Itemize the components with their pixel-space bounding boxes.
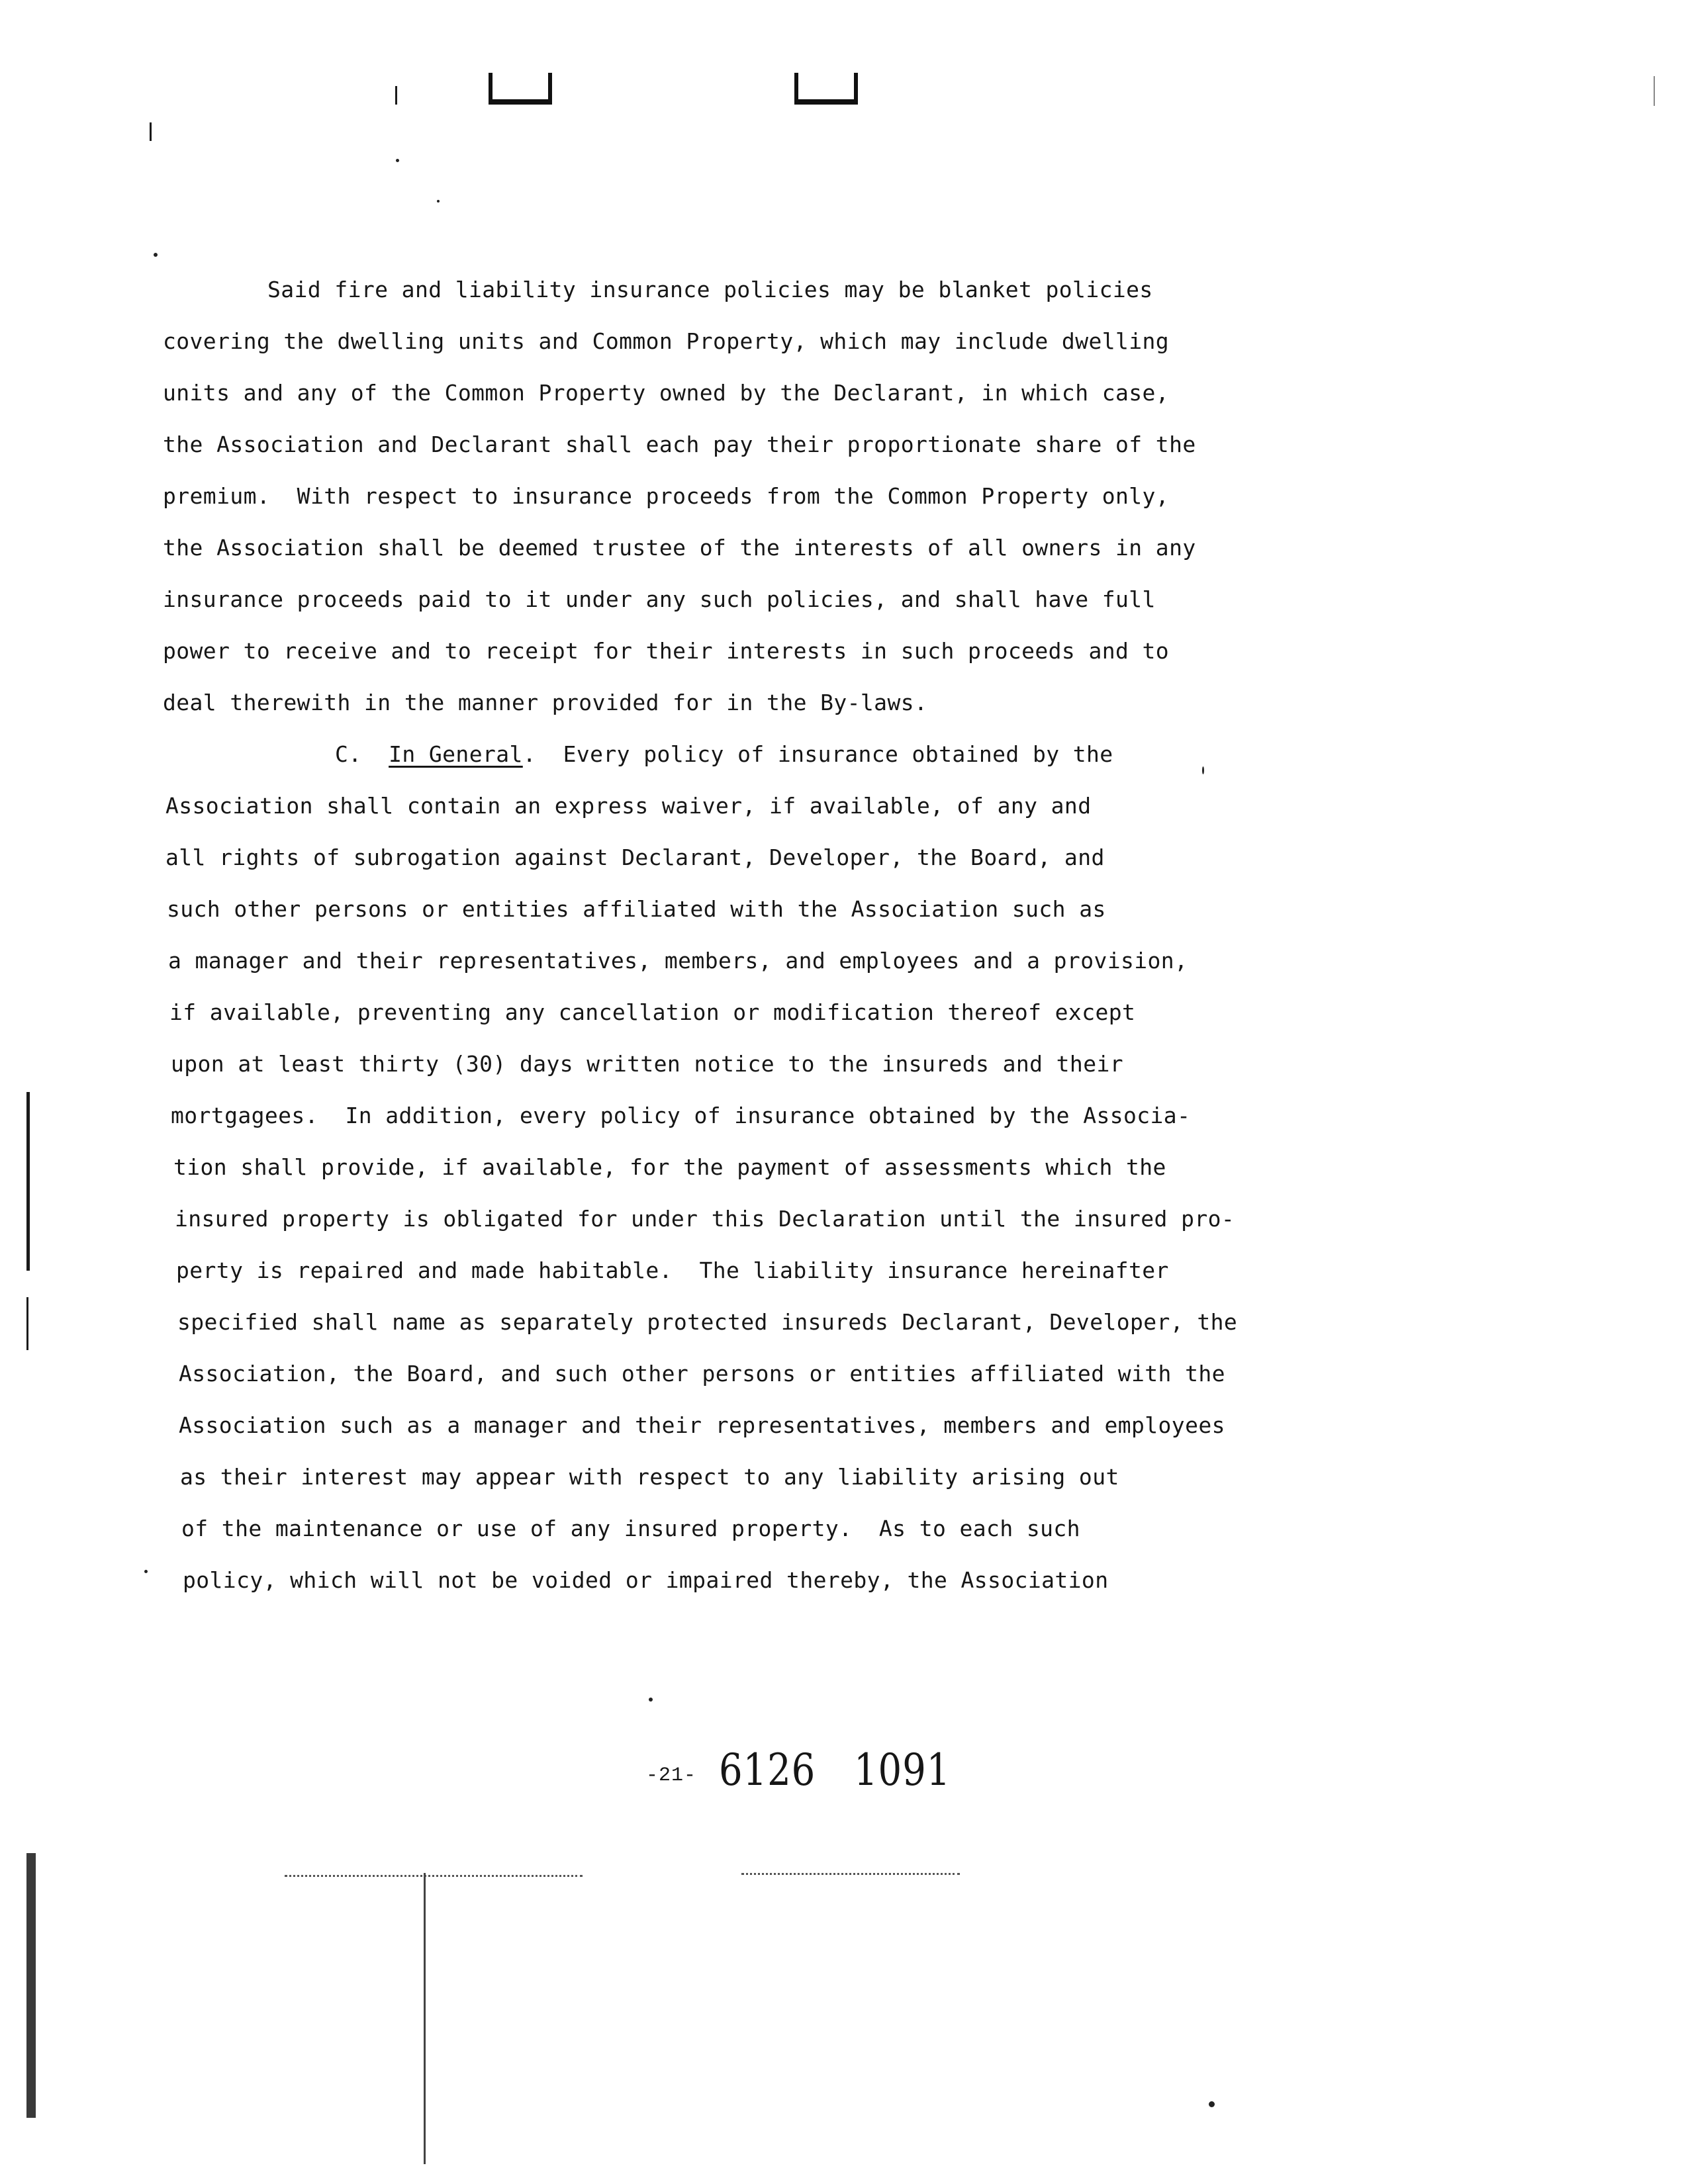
page-number: -21- [646,1764,697,1787]
scan-speck [437,200,440,203]
page-reference: 1091 [854,1745,951,1796]
binding-mark-left [489,73,552,105]
text-line: Said fire and liability insurance policies may be blanket policies [267,277,1153,302]
section-heading-line [335,741,1113,768]
scan-mark [1654,76,1655,106]
text-line: Association shall contain an express waiver, if available, of any and [165,793,1092,819]
section-heading-rest: . Every policy of insurance obtained by the [522,741,1113,767]
text-line: the Association and Declarant shall each pay their proportionate share of the [163,432,1196,457]
scan-mark [395,86,397,105]
text-line: units and any of the Common Property owned by the Declarant, in which case, [163,380,1170,406]
text-line: as their interest may appear with respect to any liability arising out [180,1464,1119,1490]
scan-edge-mark [26,1853,36,2118]
text-line: perty is repaired and made habitable. The liability insurance hereinafter [176,1257,1169,1283]
scan-speck [154,253,158,257]
text-line: covering the dwelling units and Common Property, which may include dwelling [163,328,1170,354]
text-line: the Association shall be deemed trustee of the interests of all owners in any [163,535,1196,561]
scan-edge-mark [26,1297,28,1350]
section-label: C. [335,741,362,767]
text-line: mortgagees. In addition, every policy of insurance obtained by the Associa- [171,1103,1191,1128]
scan-artifact-vertical [424,1873,426,2164]
text-line: such other persons or entities affiliated with the Association such as [167,896,1106,922]
scan-speck [649,1698,653,1702]
text-line: power to receive and to receipt for their interests in such proceeds and to [163,638,1170,664]
binding-mark-right [794,73,858,105]
book-number: 6126 [719,1745,816,1796]
scan-artifact-line [285,1875,583,1877]
text-line: Association, the Board, and such other persons or entities affiliated with the [179,1361,1225,1387]
scan-speck [144,1570,148,1573]
text-line: upon at least thirty (30) days written notice to the insureds and their [171,1051,1124,1077]
text-line: policy, which will not be voided or impaired thereby, the Association [183,1567,1109,1593]
scan-speck [1209,2101,1215,2107]
text-line: of the maintenance or use of any insured property. As to each such [181,1516,1080,1541]
text-line: tion shall provide, if available, for the payment of assessments which the [173,1154,1166,1180]
text-line: specified shall name as separately protected insureds Declarant, Developer, the [177,1309,1238,1335]
section-heading: In General [389,741,523,767]
text-line: insurance proceeds paid to it under any such policies, and shall have full [163,586,1156,612]
text-line: deal therewith in the manner provided for in the By-laws. [163,690,928,715]
scan-mark [150,122,152,141]
text-line: insured property is obligated for under this Declaration until the insured pro- [175,1206,1235,1232]
text-line: Association such as a manager and their representatives, members and employees [179,1412,1225,1438]
text-line: if available, preventing any cancellation or modification thereof except [169,999,1136,1025]
text-line: all rights of subrogation against Declarant, Developer, the Board, and [165,844,1105,870]
text-line: a manager and their representatives, members, and employees and a provision, [168,948,1188,974]
scan-speck [1202,766,1204,774]
text-line: premium. With respect to insurance proceeds from the Common Property only, [163,483,1170,509]
scan-speck [396,159,399,162]
scan-artifact-line [741,1873,960,1875]
scan-edge-mark [26,1092,30,1271]
